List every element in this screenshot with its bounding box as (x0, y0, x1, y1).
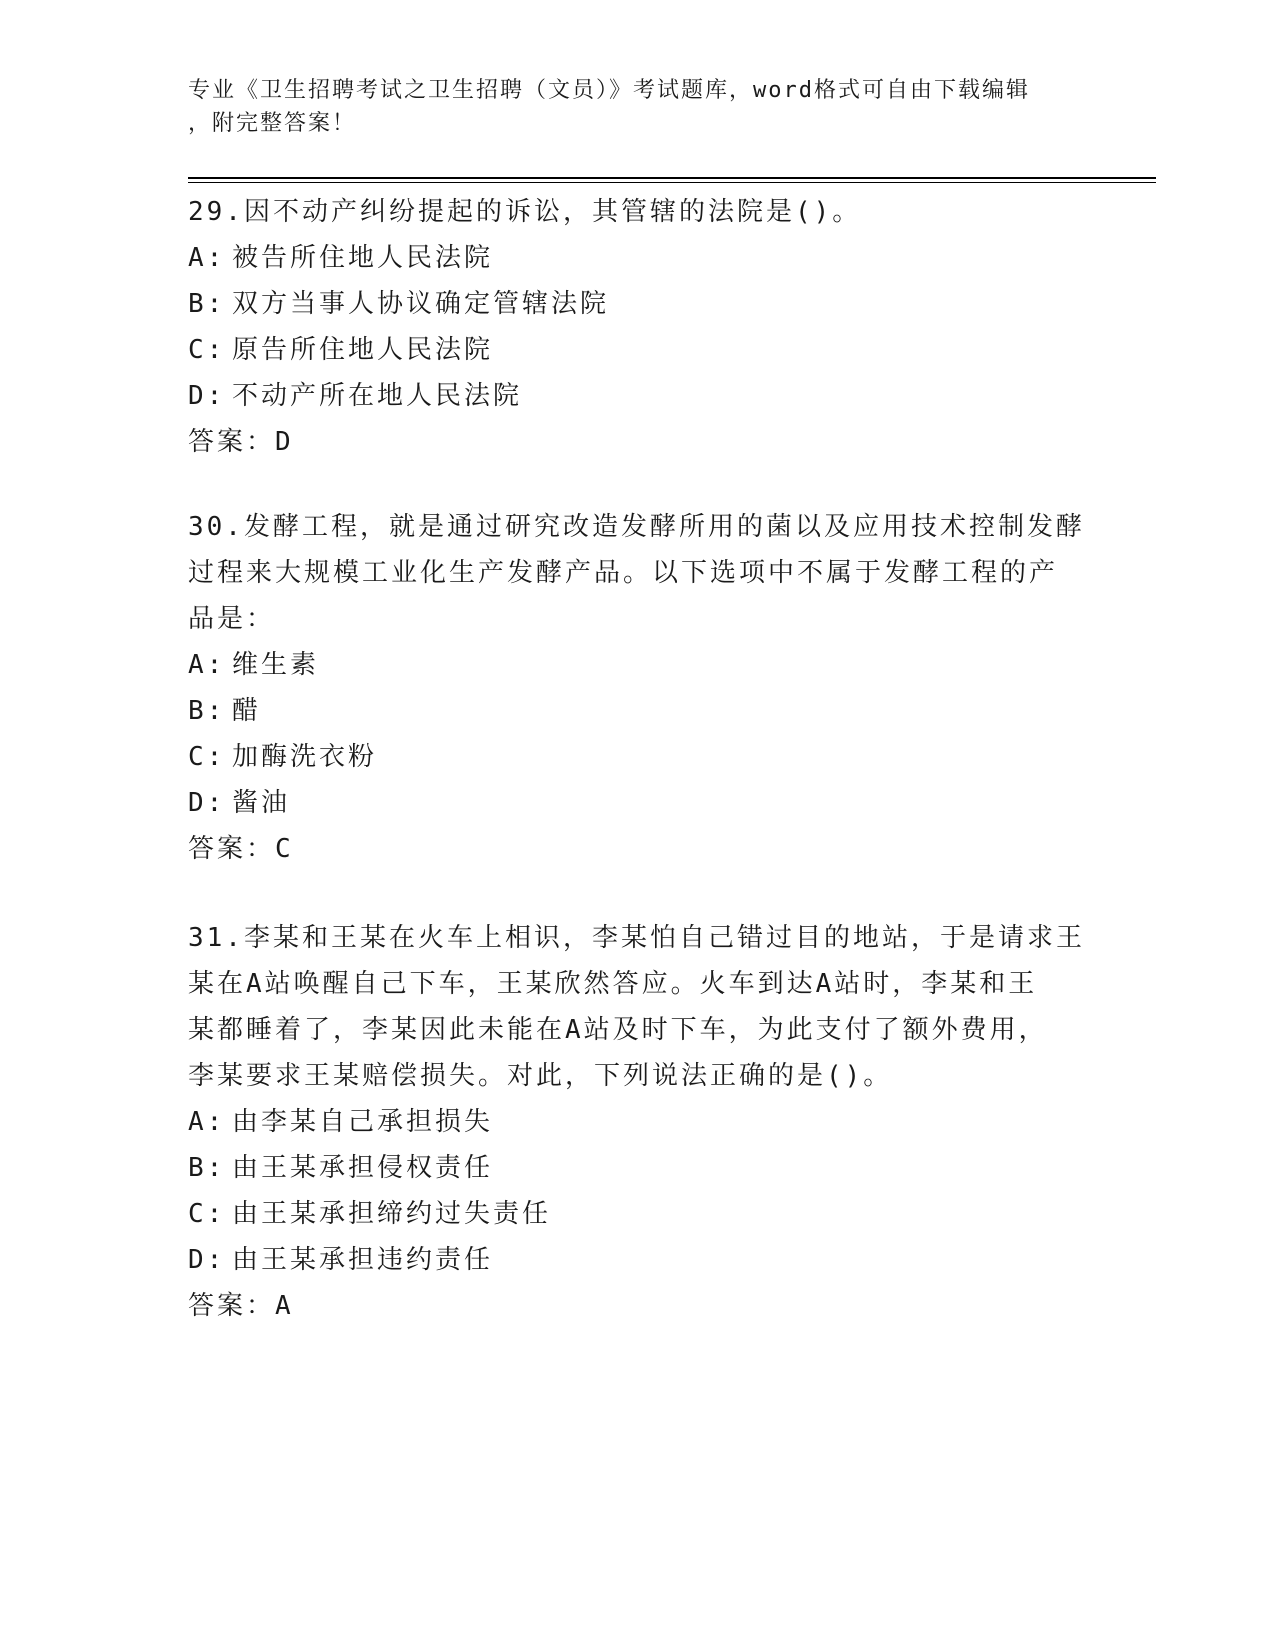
answer: 答案：D (188, 427, 294, 457)
header-line-2: ，附完整答案！ (188, 111, 357, 136)
question-stem: 李某和王某在火车上相识，李某怕自己错过目的地站，于是请求王 (243, 923, 1085, 953)
option-c (188, 1191, 1088, 1237)
option-letter: A: (188, 243, 226, 273)
option-a (188, 235, 1088, 281)
option-a (188, 642, 1088, 688)
option-text: 由王某承担侵权责任 (232, 1153, 494, 1183)
option-d (188, 1237, 1088, 1283)
question-text-line-1 (188, 915, 1088, 961)
option-text: 酱油 (232, 788, 291, 818)
option-letter: C: (188, 742, 226, 772)
option-text: 醋 (232, 696, 262, 726)
option-letter: A: (188, 650, 226, 680)
option-letter: D: (188, 788, 226, 818)
option-text: 加酶洗衣粉 (232, 742, 378, 772)
option-letter: D: (188, 381, 226, 411)
header-divider-thick (188, 177, 1156, 179)
header-divider-thin (188, 182, 1156, 183)
option-b (188, 281, 1088, 327)
question-text-line-3: 品是： (188, 604, 276, 634)
header-line-1: 专业《卫生招聘考试之卫生招聘（文员）》考试题库，word格式可自由下载编辑 (188, 78, 1030, 103)
question-text-line-3: 某都睡着了，李某因此未能在A站及时下车，为此支付了额外费用， (188, 1015, 1048, 1045)
option-c (188, 327, 1088, 373)
answer: 答案：C (188, 834, 294, 864)
option-text: 原告所住地人民法院 (232, 335, 494, 365)
document-header (188, 74, 1068, 140)
option-letter: D: (188, 1245, 226, 1275)
option-b (188, 688, 1088, 734)
answer: 答案：A (188, 1291, 294, 1321)
option-a (188, 1099, 1088, 1145)
question-number: 29. (188, 197, 244, 227)
option-text: 双方当事人协议确定管辖法院 (232, 289, 610, 319)
option-text: 由王某承担违约责任 (232, 1245, 494, 1275)
option-letter: C: (188, 1199, 226, 1229)
question-stem: 发酵工程，就是通过研究改造发酵所用的菌以及应用技术控制发酵 (243, 512, 1085, 542)
question-number: 30. (188, 512, 244, 542)
question-text (188, 189, 1088, 235)
question-29 (188, 189, 1088, 465)
question-text-line-2: 过程来大规模工业化生产发酵产品。以下选项中不属于发酵工程的产 (188, 558, 1059, 588)
option-text: 被告所住地人民法院 (232, 243, 494, 273)
option-letter: C: (188, 335, 226, 365)
option-text: 由王某承担缔约过失责任 (232, 1199, 552, 1229)
option-letter: A: (188, 1107, 226, 1137)
option-text: 由李某自己承担损失 (232, 1107, 494, 1137)
option-c (188, 734, 1088, 780)
question-30 (188, 504, 1088, 872)
option-letter: B: (188, 289, 226, 319)
question-text-line-4: 李某要求王某赔偿损失。对此，下列说法正确的是()。 (188, 1061, 893, 1091)
option-letter: B: (188, 696, 226, 726)
option-text: 维生素 (232, 650, 320, 680)
option-letter: B: (188, 1153, 226, 1183)
option-d (188, 780, 1088, 826)
option-b (188, 1145, 1088, 1191)
question-text-line-1 (188, 504, 1088, 550)
question-stem: 因不动产纠纷提起的诉讼，其管辖的法院是()。 (243, 197, 862, 227)
question-text-line-2: 某在A站唤醒自己下车，王某欣然答应。火车到达A站时，李某和王 (188, 969, 1038, 999)
question-31 (188, 915, 1088, 1329)
option-d (188, 373, 1088, 419)
question-number: 31. (188, 923, 244, 953)
option-text: 不动产所在地人民法院 (232, 381, 523, 411)
